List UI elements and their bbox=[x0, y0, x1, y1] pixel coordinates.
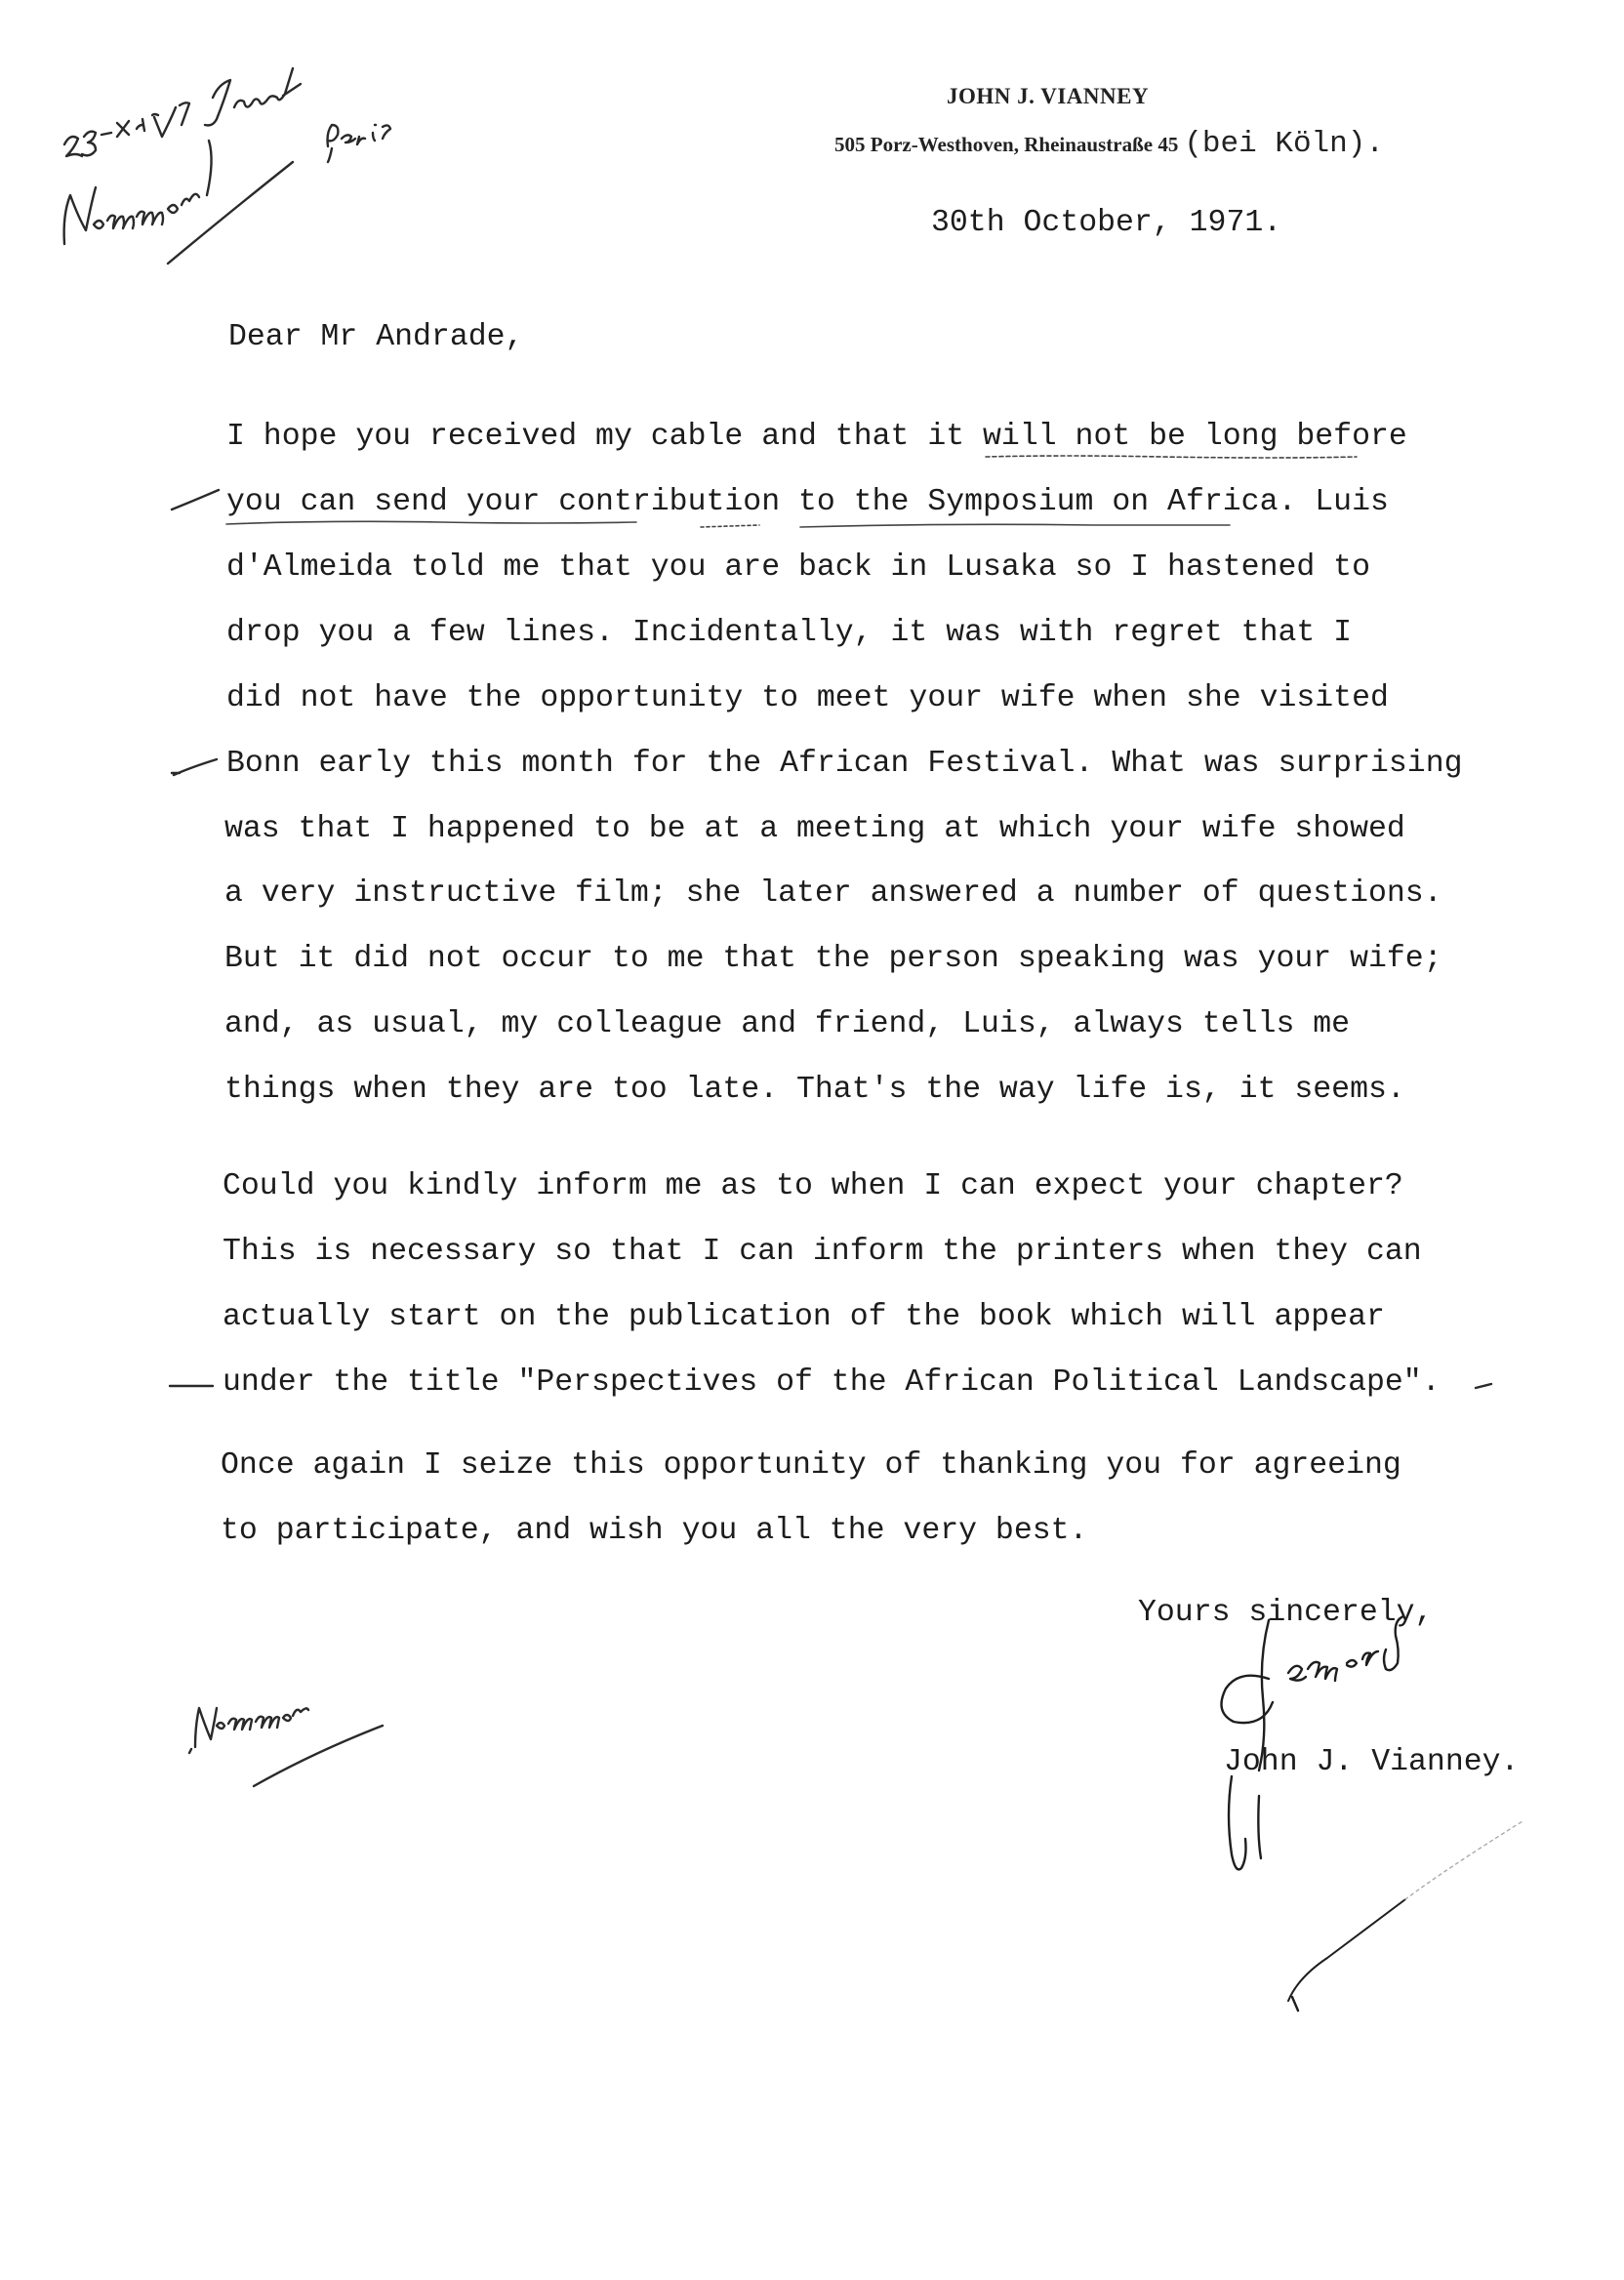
letterhead-city-typed: (bei Köln). bbox=[1184, 127, 1384, 161]
paragraph-line: was that I happened to be at a meeting at which your wife showed bbox=[224, 812, 1405, 846]
paragraph-line: drop you a few lines. Incidentally, it was with regret that I bbox=[226, 616, 1353, 650]
typed-signatory-name: John J. Vianney. bbox=[1224, 1745, 1520, 1779]
paragraph-line: I hope you received my cable and that it will not be long before bbox=[226, 420, 1407, 454]
paragraph-line: d'Almeida told me that you are back in Lusaka so I hastened to bbox=[226, 550, 1370, 585]
paragraph-line: you can send your contribution to the Symposium on Africa. Luis bbox=[226, 485, 1389, 519]
letterhead-street: 505 Porz-Westhoven, Rheinaustraße 45 bbox=[834, 133, 1179, 156]
paragraph-line: did not have the opportunity to meet your wife when she visited bbox=[226, 681, 1389, 715]
paragraph-line: But it did not occur to me that the person speaking was your wife; bbox=[224, 942, 1442, 976]
letterhead-name: JOHN J. VIANNEY bbox=[947, 84, 1150, 108]
closing: Yours sincerely, bbox=[1138, 1596, 1434, 1630]
paragraph-line: under the title "Perspectives of the African Political Landscape". bbox=[223, 1365, 1441, 1400]
paragraph-line: Bonn early this month for the African Festival. What was surprising bbox=[226, 747, 1463, 781]
salutation: Dear Mr Andrade, bbox=[228, 320, 524, 354]
paragraph-line: a very instructive film; she later answered a number of questions. bbox=[224, 876, 1442, 911]
paragraph-line: actually start on the publication of the book which will appear bbox=[223, 1300, 1385, 1334]
paragraph-line: to participate, and wish you all the very best. bbox=[221, 1514, 1088, 1548]
paragraph-line: things when they are too late. That's the way life is, it seems. bbox=[224, 1073, 1405, 1107]
paragraph-line: and, as usual, my colleague and friend, Luis, always tells me bbox=[224, 1007, 1351, 1041]
paragraph-line: Could you kindly inform me as to when I can expect your chapter? bbox=[223, 1169, 1403, 1203]
paragraph-line: Once again I seize this opportunity of thanking you for agreeing bbox=[221, 1448, 1401, 1483]
paragraph-line: This is necessary so that I can inform the printers when they can bbox=[223, 1235, 1422, 1269]
letter-date: 30th October, 1971. bbox=[931, 206, 1282, 240]
